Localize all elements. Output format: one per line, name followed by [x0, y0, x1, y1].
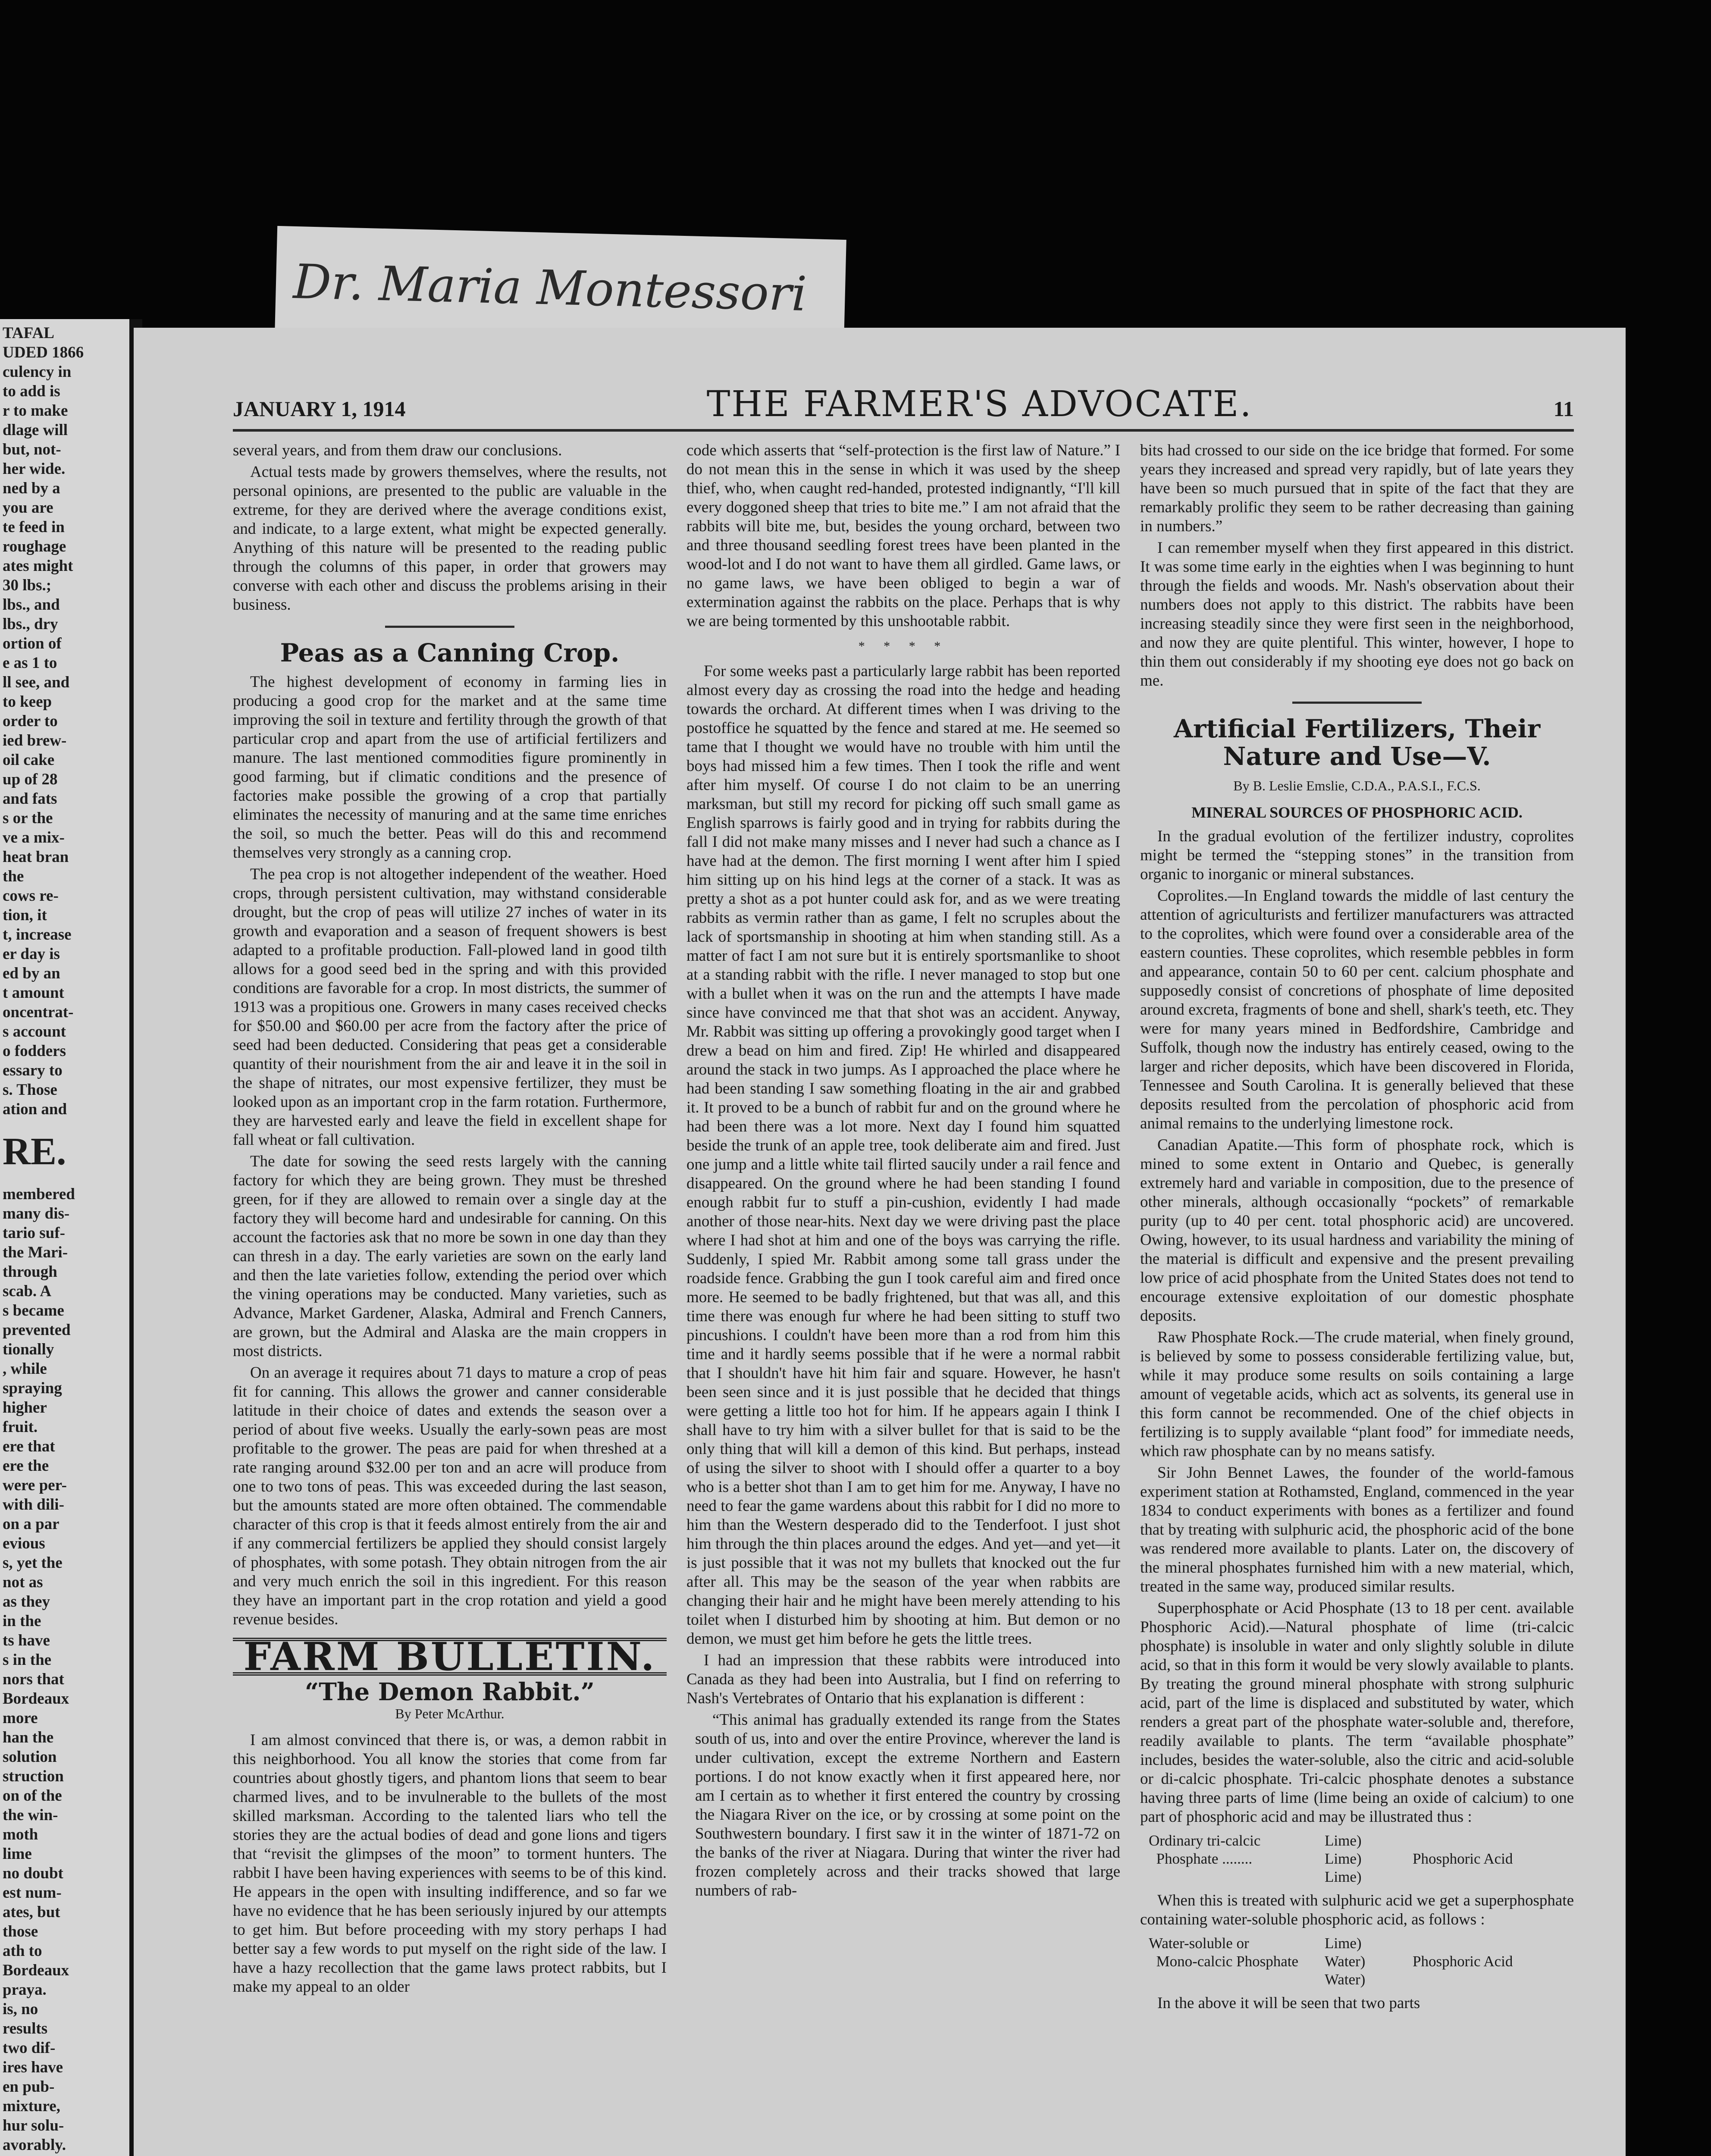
- masthead-title: THE FARMER'S ADVOCATE.: [706, 384, 1253, 425]
- formula-cell: [1149, 1971, 1325, 1989]
- paragraph: For some weeks past a particularly large rabbit has been reported almost every day as crossing the road into the hedge and heading towards the orchard. At different times when I was driving to the postoffice he squatted by the fence and stared at me. He seemed so tame that I thought we would have no trouble with him until the boys had missed him a few times. Then I took the rifle and went after him myself. Of course I do not claim to be an unerring marksman, but still my record for picking off such small game as English sparrows is fairly good and in trying for rabbits during the fall I did not make many misses and I never had such a chance as I have had at the demon. The first morning I went after him I spied him sitting up on his hind legs at the corner of a stack. It was as pretty a shot as a pot hunter could ask for, and as we were treating rabbits as vermin rather than as game, I felt no scruples about the lack of sportsmanship in shooting at him when standing still. As a matter of fact I am not sure but it is entirely sportsmanlike to shoot at a standing rabbit with the rifle. I never managed to stop but one with a bullet when it was on the run and the attempts I have made since have convinced me that that shot was an accident. Anyway, Mr. Rabbit was sitting up offering a provokingly good target when I drew a bead on him and fired. Zip! He whirled and disappeared around the stack in two jumps. As I approached the place where he had been standing I saw something floating in the air and grabbed it. It proved to be a bunch of rabbit fur and on the ground where he had been there was a lot more. Next day I found him squatted beside the trunk of an apple tree, took deliberate aim and fired. Just one jump and a little white tail flirted saucily under a rail fence and disappeared. On the ground where he had been standing I found enough rabbit fur to stuff a pin-cushion, evidently I had made another of those near-hits. Next day we were driving past the place where I had shot at him and one of the boys was carrying the rifle. Suddenly, I spied Mr. Rabbit among some tall grass under the roadside fence. Grabbing the gun I took careful aim and fired once more. He seemed to be badly frightened, but that was all, and this time there was enough fur where he had been sitting to stuff two pincushions. I couldn't have been more than a rod from him this time and it hardly seems possible that if he were a normal rabbit that I shouldn't have hit him fair and square. However, he hasn't been seen since and it is just possible that he decided that things were getting a little too hot for him. If he appears again I think I shall have to try him with a silver bullet for that is said to be the only thing that will kill a demon of this kind. But perhaps, instead of using the silver to shoot with I should offer a quarter to a boy who is a better shot than I am to get him for me. Anyway, I have no need to fear the game wardens about this rabbit for I did no more to him than the Western desperado did to the Tenderfoot. I just shot him through the thin places around the edges. And yet—and yet—it is just possible that it was not my bullets that knocked out the fur after all. This may be the season of the year when rabbits are changing their hair and he might have been merely attending to his toilet when I disturbed him by shooting at him. But demon or no demon, we must get him before he gets the little trees.: [686, 662, 1120, 1648]
- section-divider: [1292, 702, 1422, 704]
- article-title-demon-rabbit: “The Demon Rabbit.”: [305, 1678, 595, 1706]
- column-3: [1140, 441, 1574, 2015]
- formula-cell: [1149, 1868, 1325, 1886]
- paragraph: several years, and from them draw our conclusions.: [233, 442, 562, 459]
- section-divider: [385, 626, 514, 628]
- article-title-fertilizers: Artificial Fertilizers, Their Nature and Use—V.: [1173, 714, 1541, 771]
- column-2: [686, 441, 1120, 2015]
- quoted-paragraph: “This animal has gradually extended its range from the States south of us, into and over the entire Province, wherever the land is under cultivation, except the extreme Northern and Eastern portions. I do not know exactly when it first appeared here, nor am I certain as to whether it first entered the country by crossing the Niagara River on the ice, or by crossing at some point on the Southwestern boundary. I first saw it in the winter of 1871-72 on the banks of the river at Niagara. During that winter the river had frozen completely across and their tracks showed that large numbers of rab-: [695, 1711, 1120, 1899]
- formula-cell: Water-soluble or: [1149, 1935, 1249, 1952]
- formula-row: [1149, 1971, 1574, 1989]
- name-label-text: Dr. Maria Montessori: [292, 254, 808, 322]
- paragraph: In the above it will be seen that two parts: [1157, 1994, 1420, 2012]
- adjacent-page-heading: RE.: [3, 1130, 66, 1173]
- chemical-formula-monocalcic: [1149, 1934, 1574, 1989]
- section-stars: * * * *: [858, 639, 949, 653]
- formula-cell: [1413, 1868, 1574, 1886]
- adjacent-page-strip: [0, 319, 142, 2156]
- formula-cell: Phosphoric Acid: [1413, 1850, 1513, 1867]
- paragraph: I had an impression that these rabbits were introduced into Canada as they had been into Australia, but I find on referring to Nash's Vertebrates of Ontario that his explanation is different :: [686, 1651, 1120, 1707]
- formula-cell: Ordinary tri-calcic: [1149, 1832, 1261, 1849]
- article-columns: [233, 441, 1574, 2015]
- page-number: 11: [1553, 397, 1574, 421]
- newspaper-page: [134, 328, 1626, 2156]
- issue-date: JANUARY 1, 1914: [233, 397, 406, 421]
- paragraph: When this is treated with sulphuric acid we get a superphosphate containing water-soluble phosphoric acid, as follows :: [1140, 1892, 1574, 1928]
- formula-cell: Water): [1325, 1953, 1366, 1970]
- section-title-farm-bulletin: FARM BULLETIN.: [233, 1638, 667, 1676]
- article-title-peas: Peas as a Canning Crop.: [280, 638, 620, 667]
- formula-cell: Lime): [1325, 1935, 1362, 1952]
- formula-cell: [1413, 1934, 1574, 1952]
- paragraph: In the gradual evolution of the fertilizer industry, coprolites might be termed the “stepping stones” in the transition from organic to inorganic or mineral substances.: [1140, 827, 1574, 883]
- running-head: [233, 384, 1574, 432]
- paragraph: I can remember myself when they first appeared in this district. It was some time early in the eighties when I was beginning to hunt through the fields and woods. Mr. Nash's observation about their numbers does not apply to this district. The rabbits have been increasing steadily since they were first seen in the neighborhood, and now they are quite plentiful. This winter, however, I hope to thin them out considerably if my shooting eye does not go back on me.: [1140, 539, 1574, 689]
- paragraph: The highest development of economy in farming lies in producing a good crop for the market and at the same time improving the soil in texture and fertility through the growth of that particular crop and apart from the use of artificial fertilizers and manure. The last mentioned commodities figure prominently in good farming, but if climatic conditions and the presence of factories make possible the growing of a crop that partially eliminates the necessity of manuring and at the same time enriches the soil, so much the better. Peas will do this and recommend themselves very strongly as a canning crop.: [233, 673, 667, 862]
- paragraph: Sir John Bennet Lawes, the founder of the world-famous experiment station at Rothamsted, England, commenced in the year 1834 to conduct experiments with bones as a fertilizer and found that by treating with sulphuric acid, the phosphoric acid of the bone was rendered more available to plants. Later on, the discovery of the mineral phosphates furnished him with a new material, which, treated in the same way, produced similar results.: [1140, 1464, 1574, 1595]
- paragraph: bits had crossed to our side on the ice bridge that formed. For some years they increased and spread very rapidly, but of late years they have been so much pursued that in spite of the fact that they are remarkably prolific they seem to be rather decreasing than gaining in numbers.”: [1140, 442, 1574, 535]
- formula-cell: Lime): [1325, 1850, 1362, 1867]
- formula-row: [1149, 1934, 1574, 1952]
- subheading: MINERAL SOURCES OF PHOSPHORIC ACID.: [1191, 804, 1523, 821]
- paragraph: I am almost convinced that there is, or was, a demon rabbit in this neighborhood. You all know the stories that come from far countries about ghostly tigers, and phantom lions that seem to bear charmed lives, and to be invulnerable to the bullets of the most skilled marksman. According to the talented liars who tell the stories they are the actual bodies of dead and gone lions and tigers that “revisit the glimpses of the moon” to torment hunters. The rabbit I have been having experiences with seems to be of this kind. He appears in the open with insulting indifference, and so far we have no evidence that he has been seriously injured by our attempts to get him. But before proceeding with my story perhaps I had better say a few words to put myself on the right side of the law. I have a hazy recollection that the game laws protect rabbits, but I make my appeal to an older: [233, 1731, 667, 1996]
- paragraph: The pea crop is not altogether independent of the weather. Hoed crops, through persistent cultivation, may withstand considerable drought, but the crop of peas will utilize 27 inches of water in its growth and evaporation and a season of frequent showers is best adapted to a profitable production. Fall-plowed land in good tilth allows for a good seed bed in the spring and with this provided conditions are favorable for a crop. In most districts, the summer of 1913 was a propitious one. Growers in many cases received checks for $50.00 and $60.00 per acre from the factory after the price of seed had been deducted. Considering that peas get a considerable quantity of their nourishment from the air and leave it in the soil in the shape of nitrates, our most expensive fertilizer, they must be looked upon as an important crop in the farm rotation. Furthermore, they are harvested early and leave the field in excellent shape for fall wheat or fall cultivation.: [233, 865, 667, 1149]
- formula-cell: [1413, 1832, 1574, 1850]
- formula-row: [1149, 1868, 1574, 1886]
- byline: By Peter McArthur.: [395, 1706, 505, 1721]
- formula-cell: Water): [1325, 1971, 1366, 1988]
- chemical-formula-tricalcic: [1149, 1832, 1574, 1886]
- paragraph: code which asserts that “self-protection is the first law of Nature.” I do not mean this in the sense in which it was used by the sheep thief, who, when caught red-handed, protested indignantly, “I'll kill every doggoned sheep that tries to bite me.” I am not afraid that the rabbits will bite me, but, besides the young orchard, between two and three thousand seedling forest trees have been planted in the wood-lot and I do not want to have them all girdled. Game laws, or no game laws, we have been obliged to begin a war of extermination against the rabbits on the place. Perhaps that is why we are being tormented by this unshootable rabbit.: [686, 442, 1120, 630]
- byline: By B. Leslie Emslie, C.D.A., P.A.S.I., F.C.S.: [1233, 778, 1481, 793]
- paragraph: Coprolites.—In England towards the middle of last century the attention of agriculturists and fertilizer manufacturers was attracted to the coprolites, which were found over a considerable area of the eastern counties. These coprolites, which resemble pebbles in form and appearance, contain 50 to 60 per cent. calcium phosphate and supposedly consist of concretions of phosphate of lime deposited around excreta, fragments of bone and shell, shark's teeth, etc. They were for many years mined in Bedfordshire, Cambridge and Suffolk, though now the industry has entirely ceased, owing to the larger and richer deposits, which have been discovered in Florida, Tennessee and South Carolina. It is generally believed that these deposits resulted from the percolation of phosphoric acid from animal remains to the underlying limestone rock.: [1140, 887, 1574, 1132]
- paragraph: Superphosphate or Acid Phosphate (13 to 18 per cent. available Phosphoric Acid).—Natural phosphate of lime (tri-calcic phosphate) is insoluble in water and only slightly soluble in dilute acid, so that in this form it would be very slowly available to plants. By treating the ground mineral phosphate with strong sulphuric acid, part of the lime is displaced and substituted by water, which renders a great part of the phosphate water-soluble and, therefore, readily available to plants. The term “available phosphate” includes, besides the water-soluble, also the citric and acid-soluble or di-calcic phosphate. Tri-calcic phosphate denotes a substance having three parts of lime (lime being an oxide of calcium) to one part of phosphoric acid and may be illustrated thus :: [1140, 1599, 1574, 1826]
- paragraph: Raw Phosphate Rock.—The crude material, when finely ground, is believed by some to possess considerable fertilizing value, but, while it may produce some results on soils containing a large amount of vegetable acids, which act as solvents, its general use in this form cannot be recommended. One of the chief objects in fertilizing is to supply available “plant food” for immediate needs, which raw phosphate can by no means satisfy.: [1140, 1329, 1574, 1460]
- paragraph: The date for sowing the seed rests largely with the canning factory for which they are being grown. They must be threshed green, for if they are allowed to remain over a single day at the factory they will become hard and undesirable for canning. On this account the factories ask that no more be sown in one day than they can thresh in a day. The early varieties are sown on the early land and then the late varieties follow, extending the period over which the vining operations may be conducted. Many varieties, such as Advance, Market Gardener, Alaska, Admiral and French Canners, are grown, but the Admiral and Alaska are the main croppers in most districts.: [233, 1153, 667, 1360]
- paragraph: Canadian Apatite.—This form of phosphate rock, which is mined to some extent in Ontario and Quebec, is generally extremely hard and variable in composition, due to the presence of other minerals, although occasionally “pockets” of remarkable purity (up to 40 per cent. total phosphoric acid) are uncovered. Owing, however, to its usual hardness and variability the mining of the material is difficult and expensive and the present prevailing low price of acid phosphate from the United States does not tend to encourage extensive exploitation of our domestic phosphate deposits.: [1140, 1136, 1574, 1325]
- formula-row: [1149, 1832, 1574, 1850]
- paragraph: On an average it requires about 71 days to mature a crop of peas fit for canning. This allows the grower and canner considerable latitude in their choice of dates and extends the season over a period of about five weeks. Usually the early-sown peas are most profitable to the grower. The peas are paid for when threshed at a rate ranging around $32.00 per ton and an acre will produce from one to two tons of peas. This was exceeded during the last season, but the amounts stated are more often obtained. The commendable character of this crop is that it feeds almost entirely from the air and if any commercial fertilizers be applied they should consist largely of phosphates, with some potash. They obtain nitrogen from the air and very much enrich the soil in this ingredient. For this reason they have an important part in the crop rotation and yield a good revenue besides.: [233, 1364, 667, 1628]
- formula-cell: Mono-calcic Phosphate: [1149, 1953, 1298, 1970]
- formula-cell: Lime): [1325, 1868, 1362, 1885]
- formula-cell: Lime): [1325, 1832, 1362, 1849]
- formula-cell: [1413, 1971, 1574, 1989]
- adjacent-page-text-bottom: membered many dis- tario suf- the Mari- through scab. A s became prevented tionally , while spraying higher fruit. ere that ere the were per- with dili- on a par evious s, yet the not as as they in the ts have s in the nors that Bordeaux more han the solution struction on of the the win- moth lime no doubt est num- ates, but those ath to Bordeaux praya. is, no results two dif- ires have en pub- mixture, hur solu- avorably.: [3, 1185, 75, 2154]
- column-1: [233, 441, 667, 2015]
- adjacent-page-text-top: TAFAL UDED 1866 culency in to add is r to make dlage will but, not- her wide. ned by a you are te feed in roughage ates might 30 lbs.; lbs., and lbs., dry ortion of e as 1 to ll see, and to keep order to ied brew- oil cake up of 28 and fats s or the ve a mix- heat bran the cows re- tion, it t, increase er day is ed by an t amount oncentrat- s account o fodders essary to s. Those ation and: [3, 324, 84, 1118]
- formula-cell: Phosphate ........: [1149, 1850, 1253, 1867]
- formula-cell: Phosphoric Acid: [1413, 1953, 1513, 1970]
- formula-row: [1149, 1952, 1574, 1971]
- paragraph: Actual tests made by growers themselves, where the results, not personal opinions, are presented to the public are valuable in the extreme, for they are derived where the average conditions exist, and indicate, to a large extent, what might be expected generally. Anything of this nature will be presented to the reading public through the columns of this paper, in order that growers may converse with each other and discuss the problems arising in their business.: [233, 463, 667, 614]
- formula-row: [1149, 1850, 1574, 1868]
